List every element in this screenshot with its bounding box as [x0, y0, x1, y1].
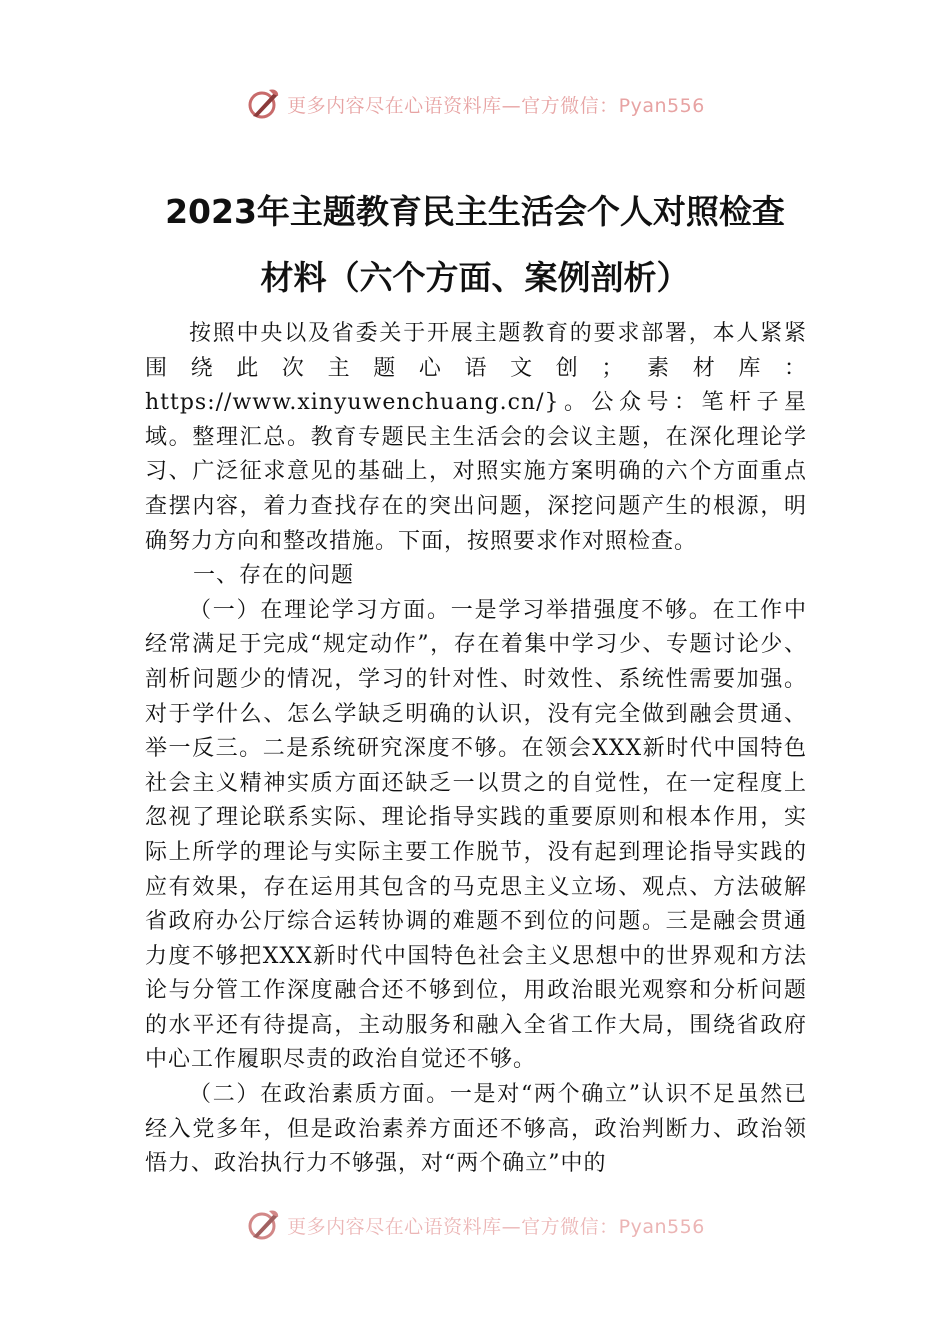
document-title-line-2: 材料（六个方面、案例剖析）	[260, 258, 690, 297]
political-quality-paragraph: （二）在政治素质方面。一是对“两个确立”认识不足虽然已经入党多年，但是政治素养方面还不够高，政治判断力、政治领悟力、政治执行力不够强，对“两个确立”中的	[145, 1082, 807, 1177]
watermark-text: 更多内容尽在心语资料库—官方微信：Pyan556	[287, 1215, 705, 1238]
quill-seal-icon	[245, 86, 281, 122]
theory-study-paragraph: （一）在理论学习方面。一是学习举措强度不够。在工作中经常满足于完成“规定动作”，存在着集中学习少、专题讨论少、剖析问题少的情况，学习的针对性、时效性、系统性需要加强。对于学什么、怎么学缺乏明确的认识，没有完全做到融会贯通、举一反三。二是系统研究深度不够。在领会XXX新时代中国特色社会主义精神实质方面还缺乏一以贯之的自觉性，在一定程度上忽视了理论联系实际、理论指导实践的重要原则和根本作用，实际上所学的理论与实际主要工作脱节，没有起到理论指导实践的应有效果，存在运用其包含的马克思主义立场、观点、方法破解省政府办公厅综合运转协调的难题不到位的问题。三是融会贯通力度不够把XXX新时代中国特色社会主义思想中的世界观和方法论与分管工作深度融合还不够到位，用政治眼光观察和分析问题的水平还有待提高，主动服务和融入全省工作大局，围绕省政府中心工作履职尽责的政治自觉还不够。	[145, 597, 807, 1073]
watermark-header	[0, 84, 950, 124]
document-title-line-1: 2023年主题教育民主生活会个人对照检查	[165, 192, 785, 231]
watermark-text: 更多内容尽在心语资料库—官方微信：Pyan556	[287, 94, 705, 117]
watermark-footer	[0, 1205, 950, 1245]
quill-seal-icon	[245, 1207, 281, 1243]
intro-paragraph: 按照中央以及省委关于开展主题教育的要求部署，本人紧紧围绕此次主题心语文创；素材库：https://www.xinyuwenchuang.cn/}。公众号：笔杆子星域。整理汇总。教育专题民主生活会的会议主题，在深化理论学习、广泛征求意见的基础上，对照实施方案明确的六个方面重点查摆内容，着力查找存在的突出问题，深挖问题产生的根源，明确努力方向和整改措施。下面，按照要求作对照检查。	[145, 321, 807, 554]
section-heading: 一、存在的问题	[193, 563, 355, 589]
document-body	[145, 317, 807, 1182]
